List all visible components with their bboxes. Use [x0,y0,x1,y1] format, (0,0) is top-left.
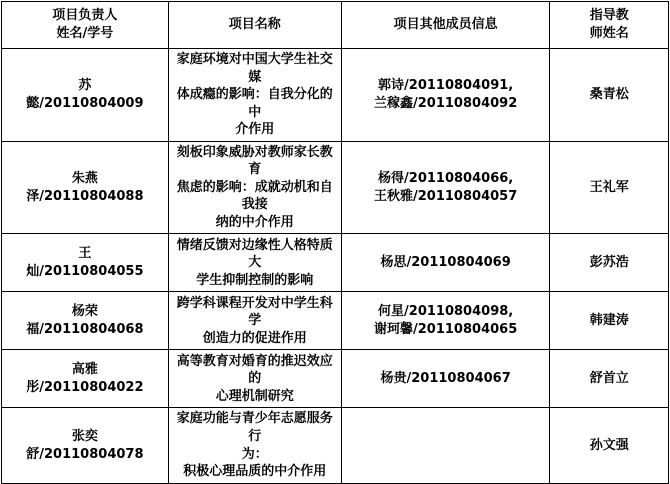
mentor-name: 彭苏浩 [589,255,629,271]
cell-project-name [168,292,341,350]
project-name-line-1: 家庭环境对中国大学生社交媒 [176,52,333,85]
cell-leader [2,234,169,292]
project-name-line-2: 体成瘾的影响：自我分化的中 [176,87,333,120]
project-name-line-2: 心理机制研究 [215,388,294,404]
column-header-mentor [550,2,669,49]
cell-leader [2,49,169,142]
column-header-project-name-line-1: 项目名称 [228,17,281,33]
cell-project-name [168,408,341,483]
column-header-leader-line-2: 姓名/学号 [56,26,114,41]
leader-id: 福/20110804068 [26,321,144,337]
cell-mentor [550,49,669,142]
leader-name: 王 [78,246,92,262]
project-name-line-1: 跨学科课程开发对中学生科学 [176,295,333,329]
cell-members [341,234,550,292]
member-2: 兰稼鑫/20110804092 [374,95,518,111]
mentor-name: 韩建涛 [589,313,629,329]
member-2: 王秋雅/20110804057 [374,188,518,204]
cell-project-name [168,49,341,142]
project-name-line-1: 家庭功能与青少年志愿服务行 [176,411,333,445]
member-1: 杨得/20110804066, [378,171,514,187]
mentor-name: 孙文强 [589,437,629,453]
leader-name: 高雅 [71,362,98,378]
table-row [2,49,669,142]
mentor-name: 舒首立 [589,371,629,387]
column-header-members [341,2,550,49]
column-header-leader [2,2,169,49]
cell-leader [2,408,169,483]
column-header-leader-line-1: 项目负责人 [52,8,118,24]
table-row [2,408,669,483]
project-name-line-2: 焦虑的影响：成就动机和自我接 [176,179,333,213]
cell-mentor [550,234,669,292]
cell-leader [2,350,169,408]
project-name-line-2: 为： [241,446,268,462]
member-1: 郭诗/20110804091, [378,78,514,94]
column-header-members-line-1: 项目其他成员信息 [393,17,498,33]
cell-members [341,49,550,142]
project-name-line-1: 情绪反馈对边缘性人格特质大 [176,237,333,271]
column-header-mentor-line-1: 指导教 [589,8,629,24]
leader-name: 杨荣 [71,304,98,320]
table-body [2,49,669,484]
document-page [0,1,670,480]
cell-mentor [550,408,669,483]
project-list-table [1,1,669,484]
cell-mentor [550,350,669,408]
project-name-line-1: 刻板印象威胁对教师家长教育 [176,144,333,178]
cell-project-name [168,141,341,234]
cell-members [341,350,550,408]
cell-mentor [550,141,669,234]
table-row [2,350,669,408]
project-name-line-2: 创造力的促进作用 [202,330,307,346]
column-header-mentor-line-2: 师姓名 [589,26,629,41]
table-row [2,292,669,350]
cell-leader [2,292,169,350]
leader-id: 舒/20110804078 [26,446,144,462]
leader-id: 灿/20110804055 [26,263,144,279]
cell-leader [2,141,169,234]
leader-name: 苏 [78,78,92,94]
project-name-line-3: 纳的中介作用 [215,214,294,230]
leader-id: 彤/20110804022 [26,379,144,395]
project-name-line-2: 学生抑制控制的影响 [196,272,314,288]
project-name-line-1: 高等教育对婚育的推迟效应的 [176,353,333,387]
project-name-line-3: 介作用 [235,122,275,138]
member-2: 谢珂馨/20110804065 [374,321,518,337]
cell-members [341,292,550,350]
mentor-name: 王礼军 [589,179,629,195]
member-1: 杨贵/20110804067 [380,371,511,387]
mentor-name: 桑青松 [589,87,629,103]
member-1: 杨思/20110804069 [380,255,511,271]
leader-name: 张奕 [71,429,98,445]
leader-id: 懿/20110804009 [26,95,144,111]
cell-members [341,141,550,234]
member-1: 何星/20110804098, [378,304,514,320]
table-header-row [2,2,669,49]
cell-project-name [168,350,341,408]
column-header-project-name [168,2,341,49]
table-row [2,141,669,234]
table-header [2,2,669,49]
leader-name: 朱燕 [71,171,98,187]
leader-id: 泽/20110804088 [26,188,144,204]
table-row [2,234,669,292]
cell-mentor [550,292,669,350]
cell-members [341,408,550,483]
project-name-line-3: 积极心理品质的中介作用 [183,464,327,480]
cell-project-name [168,234,341,292]
